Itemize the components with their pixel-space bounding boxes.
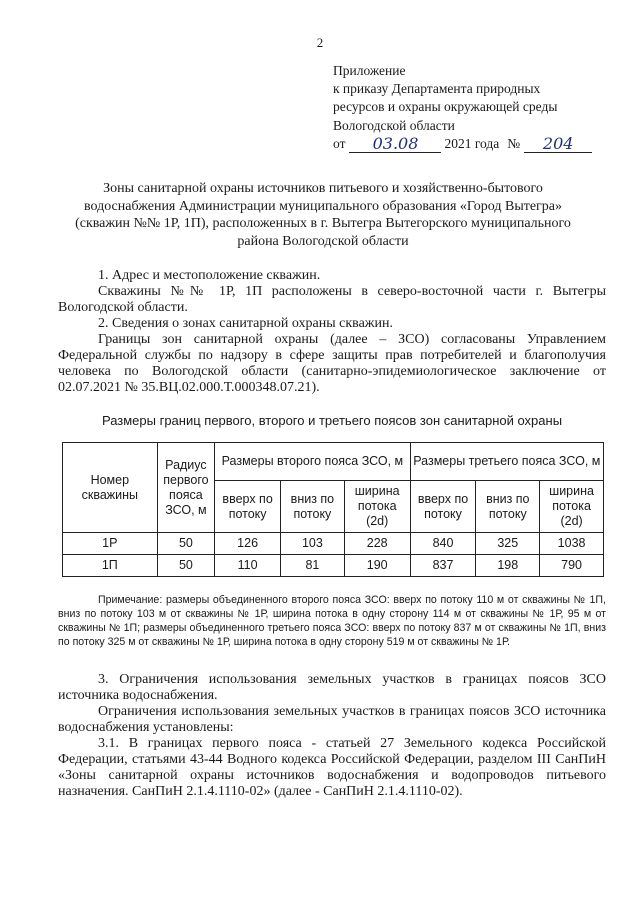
appendix-block: [333, 62, 623, 153]
section-1-heading: 1. Адрес и местоположение скважин.: [98, 268, 321, 283]
date-prefix: от: [333, 135, 346, 151]
table-row: [63, 533, 604, 555]
body-section-3: [58, 672, 606, 800]
number-field: [524, 136, 592, 153]
section-3-heading: 3. Ограничения использования земельных участков в границах поясов ЗСО источника водоснабжения.: [58, 672, 606, 703]
date-year: 2021 года: [444, 135, 500, 151]
header-down-3: вниз по потоку: [476, 481, 540, 533]
body-sections-1-2: [58, 268, 606, 396]
cell-width-3: 790: [540, 555, 604, 577]
header-well: Номер скважины: [63, 443, 158, 533]
appendix-date-line: [333, 135, 623, 153]
header-radius: Радиус первого пояса ЗСО, м: [157, 443, 215, 533]
cell-radius: 50: [157, 533, 215, 555]
table-row: [63, 555, 604, 577]
section-1-text: Скважины №№ 1Р, 1П расположены в северо-восточной части г. Вытегры Вологодской области.: [58, 284, 606, 315]
header-width-2: ширина потока (2d): [344, 481, 410, 533]
header-second-zone: Размеры второго пояса ЗСО, м: [215, 443, 410, 481]
appendix-line-4: Вологодской области: [333, 117, 455, 133]
cell-radius: 50: [157, 555, 215, 577]
cell-well: 1Р: [63, 533, 158, 555]
table-note: Примечание: размеры объединенного второго пояса ЗСО: вверх по потоку 110 м от скважины № 1П, вниз по потоку 103 м от скважины № 1Р, ширина потока в одну сторону 114 м от скважины № 1Р, 95 м от скважины № 1П; размеры объединенного третьего пояса ЗСО: вверх по потоку 837 м от скважины № 1П, вниз по потоку 325 м от скважины № 1Р, ширина потока в одну сторону 519 м от скважины № 1Р.: [58, 594, 606, 648]
appendix-line-1: Приложение: [333, 63, 406, 78]
header-width-3: ширина потока (2d): [540, 481, 604, 533]
number-sign: №: [507, 135, 521, 151]
page-number: 2: [316, 35, 324, 50]
section-3-paragraph-1: Ограничения использования земельных участков в границах поясов ЗСО источника водоснабжения установлены:: [58, 704, 606, 735]
cell-down-2: 81: [281, 555, 345, 577]
cell-up-3: 840: [410, 533, 476, 555]
handwritten-date: 03.08: [372, 134, 419, 154]
cell-down-2: 103: [281, 533, 345, 555]
appendix-line-2: к приказу Департамента природных: [333, 81, 541, 97]
header-up-2: вверх по потоку: [215, 481, 281, 533]
date-field: [349, 136, 441, 153]
cell-width-3: 1038: [540, 533, 604, 555]
cell-down-3: 325: [476, 533, 540, 555]
cell-up-2: 126: [215, 533, 281, 555]
table-header-row-1: [63, 443, 604, 481]
cell-width-2: 228: [344, 533, 410, 555]
header-third-zone: Размеры третьего пояса ЗСО, м: [410, 443, 603, 481]
section-3-paragraph-2: 3.1. В границах первого пояса - статьей 27 Земельного кодекса Российской Федерации, статьями 43-44 Водного кодекса Российской Федерации, разделом III СанПиН «Зоны санитарной охраны источников водоснабжения и водопроводов питьевого назначения. СанПиН 2.1.4.1110-02» (далее - СанПиН 2.1.4.1110-02).: [58, 736, 606, 799]
cell-up-2: 110: [215, 555, 281, 577]
handwritten-number: 204: [542, 134, 574, 154]
section-2-heading: 2. Сведения о зонах санитарной охраны скважин.: [98, 316, 393, 331]
header-up-3: вверх по потоку: [410, 481, 476, 533]
zso-table: [62, 442, 604, 577]
cell-width-2: 190: [344, 555, 410, 577]
section-2-text: Границы зон санитарной охраны (далее – ЗСО) согласованы Управлением Федеральной службы по надзору в сфере защиты прав потребителей и благополучия человека по Вологодской области (санитарно-эпидемиологическое заключение от 02.07.2021 № 35.ВЦ.02.000.Т.000348.07.21).: [58, 332, 606, 395]
document-title: Зоны санитарной охраны источников питьевого и хозяйственно-бытового водоснабжения Администрации муниципального образования «Город Вытегра» (скважин №№ 1Р, 1П), расположенных в г. Вытегра Вытегорского муниципального района Вологодской области: [75, 181, 571, 249]
cell-well: 1П: [63, 555, 158, 577]
table-caption: Размеры границ первого, второго и третьего поясов зон санитарной охраны: [101, 413, 563, 428]
cell-down-3: 198: [476, 555, 540, 577]
appendix-line-3: ресурсов и охраны окружающей среды: [333, 99, 558, 115]
header-down-2: вниз по потоку: [281, 481, 345, 533]
cell-up-3: 837: [410, 555, 476, 577]
